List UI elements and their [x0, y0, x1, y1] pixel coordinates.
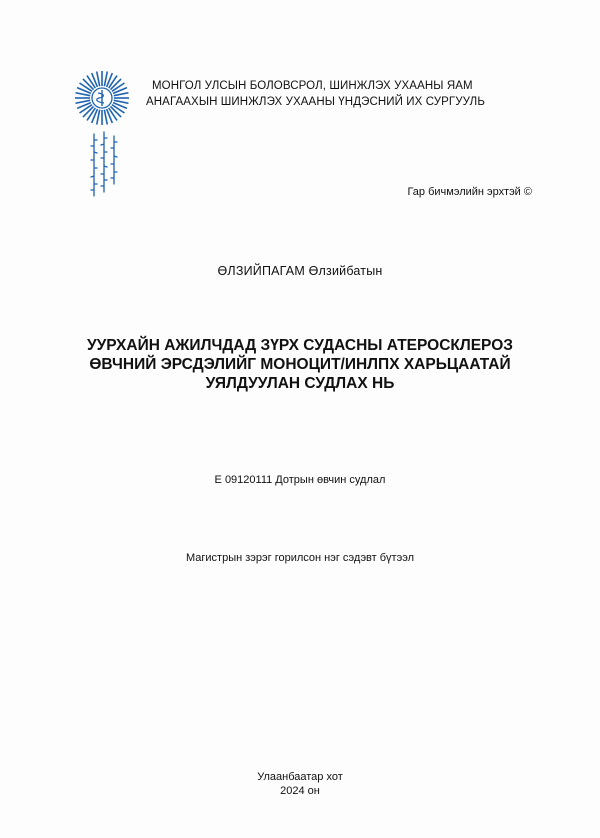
title-line-2: ӨВЧНИЙ ЭРСДЭЛИЙГ МОНОЦИТ/ИНЛПХ ХАРЬЦААТАЙ: [89, 356, 511, 373]
emblem-ray: [97, 110, 100, 125]
emblem-ray: [76, 100, 91, 103]
place-and-year: [0, 770, 600, 798]
year: 2024 он: [280, 785, 320, 797]
emblem-ray: [114, 93, 129, 96]
author-name: ӨЛЗИЙПАГАМ Өлзийбатын: [217, 264, 383, 278]
degree-statement: Магистрын зэрэг горилсон нэг сэдэвт бүтээл: [186, 552, 414, 564]
place: Улаанбаатар хот: [257, 771, 343, 783]
ministry-line-1: МОНГОЛ УЛСЫН БОЛОВСРОЛ, ШИНЖЛЭХ УХААНЫ ЯАМ: [152, 80, 473, 92]
university-emblem-icon: [74, 70, 130, 126]
copyright-notice: Гар бичмэлийн эрхтэй ©: [407, 186, 532, 198]
emblem-ray: [104, 110, 107, 125]
emblem-ray: [104, 72, 107, 87]
emblem-ray: [97, 72, 100, 87]
ministry-header: [146, 78, 485, 110]
emblem-ray: [114, 100, 129, 103]
title-line-3: УЯЛДУУЛАН СУДЛАХ НЬ: [205, 375, 395, 392]
specialty-code: Е 09120111 Дотрын өвчин судлал: [214, 474, 386, 486]
emblem-ray: [76, 93, 91, 96]
mongolian-script-emblem-text: [84, 130, 126, 202]
thesis-title: [60, 336, 540, 393]
university-name: АНАГААХЫН ШИНЖЛЭХ УХААНЫ ҮНДЭСНИЙ ИХ СУРГУУЛЬ: [146, 96, 485, 108]
title-line-1: УУРХАЙН АЖИЛЧДАД ЗҮРХ СУДАСНЫ АТЕРОСКЛЕРОЗ: [87, 337, 513, 354]
